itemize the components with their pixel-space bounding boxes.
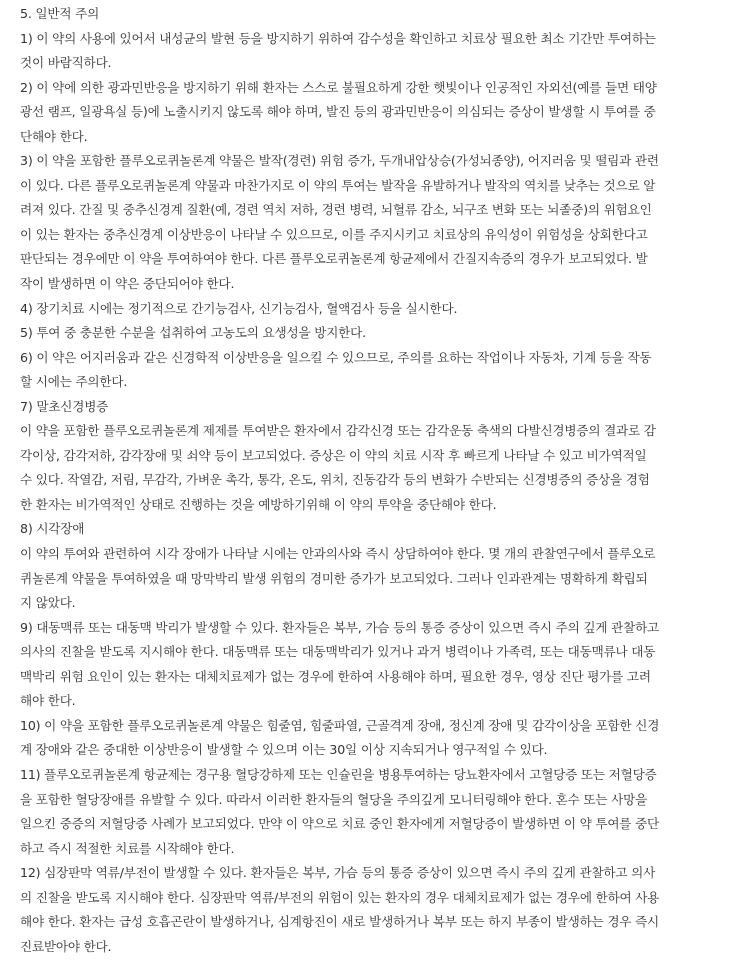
text-line: 작이 발생하면 이 약은 중단되어야 한다. [20,276,235,292]
text-line: 광선 램프, 일광욕실 등)에 노출시키지 않도록 해야 하며, 발진 등의 광과민반응이 의심되는 증상이 발생할 시 투여를 중 [20,104,656,120]
text-line: 퀴놀론계 약물을 투여하였을 때 망막박리 발생 위험의 경미한 증가가 보고되었다. 그러나 인과관계는 명확하게 확립되 [20,570,648,586]
text-line: 판단되는 경우에만 이 약을 투여하여야 한다. 다른 플루오로퀴놀론계 항균제에서 간질지속증의 경우가 보고되었다. 발 [20,251,648,267]
text-line: 한 환자는 비가역적인 상태로 진행하는 것을 예방하기위해 이 약의 투약을 중단해야 한다. [20,496,497,512]
text-line: 의 진찰을 받도록 지시해야 한다. 심장판막 역류/부전의 위험이 있는 환자의 경우 대체치료제가 없는 경우에 한하여 사용 [20,889,660,905]
text-line: 지 않았다. [20,595,76,611]
text-line: 단해야 한다. [20,128,88,144]
text-line: 11) 플루오로퀴놀론계 항균제는 경구용 혈당강하제 또는 인슐린을 병용투여하는 당뇨환자에서 고혈당증 또는 저혈당증 [20,766,657,782]
text-line: 하고 즉시 적절한 치료를 시작해야 한다. [20,840,235,856]
text-line: 이 약을 포함한 플루오로퀴놀론계 제제를 투여받은 환자에서 감각신경 또는 감각운동 축색의 다발신경병증의 결과로 감 [20,423,656,439]
text-line: 12) 심장판막 역류/부전이 발생할 수 있다. 환자들은 복부, 가슴 등의 통증 증상이 있으면 즉시 주의 깊게 관찰하고 의사 [20,865,656,881]
text-line: 1) 이 약의 사용에 있어서 내성균의 발현 등을 방지하기 위하여 감수성을 확인하고 치료상 필요한 최소 기간만 투여하는 [20,30,656,46]
text-line: 해야 한다. 환자는 급성 호흡곤란이 발생하거나, 심계항진이 새로 발생하거나 복부 또는 하지 부종이 발생하는 경우 즉시 [20,914,660,930]
text-line: 각이상, 감각저하, 감각장애 및 쇠약 등이 보고되었다. 증상은 이 약의 치료 시작 후 빠르게 나타날 수 있고 비가역적일 [20,447,647,463]
text-line: 5) 투여 중 충분한 수분을 섭취하여 고농도의 요생성을 방지한다. [20,325,366,341]
text-line: 려져 있다. 간질 및 중추신경계 질환(예, 경련 역치 저하, 경련 병력, 뇌혈류 감소, 뇌구조 변화 또는 뇌졸중)의 위험요인 [20,202,652,218]
text-line: 수 있다. 작열감, 저림, 무감각, 가벼운 촉각, 통각, 온도, 위치, 진동감각 등의 변화가 수반되는 신경병증의 증상을 경험 [20,472,650,488]
text-line: 일으킨 중증의 저혈당증 사례가 보고되었다. 만약 이 약으로 치료 중인 환자에게 저혈당증이 발생하면 이 약 투여를 중단 [20,816,660,832]
text-line: 6) 이 약은 어지러움과 같은 신경학적 이상반응을 일으킬 수 있으므로, 주의를 요하는 작업이나 자동차, 기계 등을 작동 [20,349,652,365]
text-line: 이 약의 투여와 관련하여 시각 장애가 나타날 시에는 안과의사와 즉시 상담하여야 한다. 몇 개의 관찰연구에서 플루오로 [20,546,656,562]
text-line: 을 포함한 혈당장애를 유발할 수 있다. 따라서 이러한 환자들의 혈당을 주의깊게 모니터링해야 한다. 혼수 또는 사망을 [20,791,648,807]
text-line: 5. 일반적 주의 [20,6,100,21]
text-line: 이 있는 환자는 중추신경계 이상반응이 나타날 수 있으므로, 이를 주지시키고 치료상의 유익성이 위험성을 상회한다고 [20,226,648,242]
text-line: 4) 장기치료 시에는 정기적으로 간기능검사, 신기능검사, 혈액검사 등을 실시한다. [20,300,458,316]
text-line: 7) 말초신경병증 [20,398,109,414]
text-line: 할 시에는 주의한다. [20,374,128,390]
text-line: 진료받아야 한다. [20,938,112,954]
text-line: 2) 이 약에 의한 광과민반응을 방지하기 위해 환자는 스스로 불필요하게 강한 햇빛이나 인공적인 자외선(예를 들면 태양 [20,79,657,95]
text-line: 9) 대동맥류 또는 대동맥 박리가 발생할 수 있다. 환자들은 복부, 가슴 등의 통증 증상이 있으면 즉시 주의 깊게 관찰하고 [20,619,660,635]
text-line: 계 장애와 같은 중대한 이상반응이 발생할 수 있으며 이는 30일 이상 지속되거나 영구적일 수 있다. [20,742,548,758]
text-line: 이 있다. 다른 플루오로퀴놀론계 약물과 마찬가지로 이 약의 투여는 발작을 유발하거나 발작의 역치를 낮추는 것으로 알 [20,177,656,193]
text-line: 의사의 진찰을 받도록 지시해야 한다. 대동맥류 또는 대동맥박리가 있거나 과거 병력이나 가족력, 또는 대동맥류나 대동 [20,644,656,660]
text-line: 8) 시각장애 [20,521,85,537]
text-line: 것이 바람직하다. [20,55,112,71]
text-line: 3) 이 약을 포함한 플루오로퀴놀론계 약물은 발작(경련) 위험 증가, 두개내압상승(가성뇌종양), 어지러움 및 떨림과 관련 [20,153,659,169]
text-line: 10) 이 약을 포함한 플루오로퀴놀론계 약물은 힘줄염, 힘줄파열, 근골격계 장애, 정신계 장애 및 감각이상을 포함한 신경 [20,717,660,733]
text-line: 해야 한다. [20,693,76,709]
text-line: 맥박리 위험 요인이 있는 환자는 대체치료제가 없는 경우에 한하여 사용해야 하며, 필요한 경우, 영상 진단 평가를 고려 [20,668,651,684]
